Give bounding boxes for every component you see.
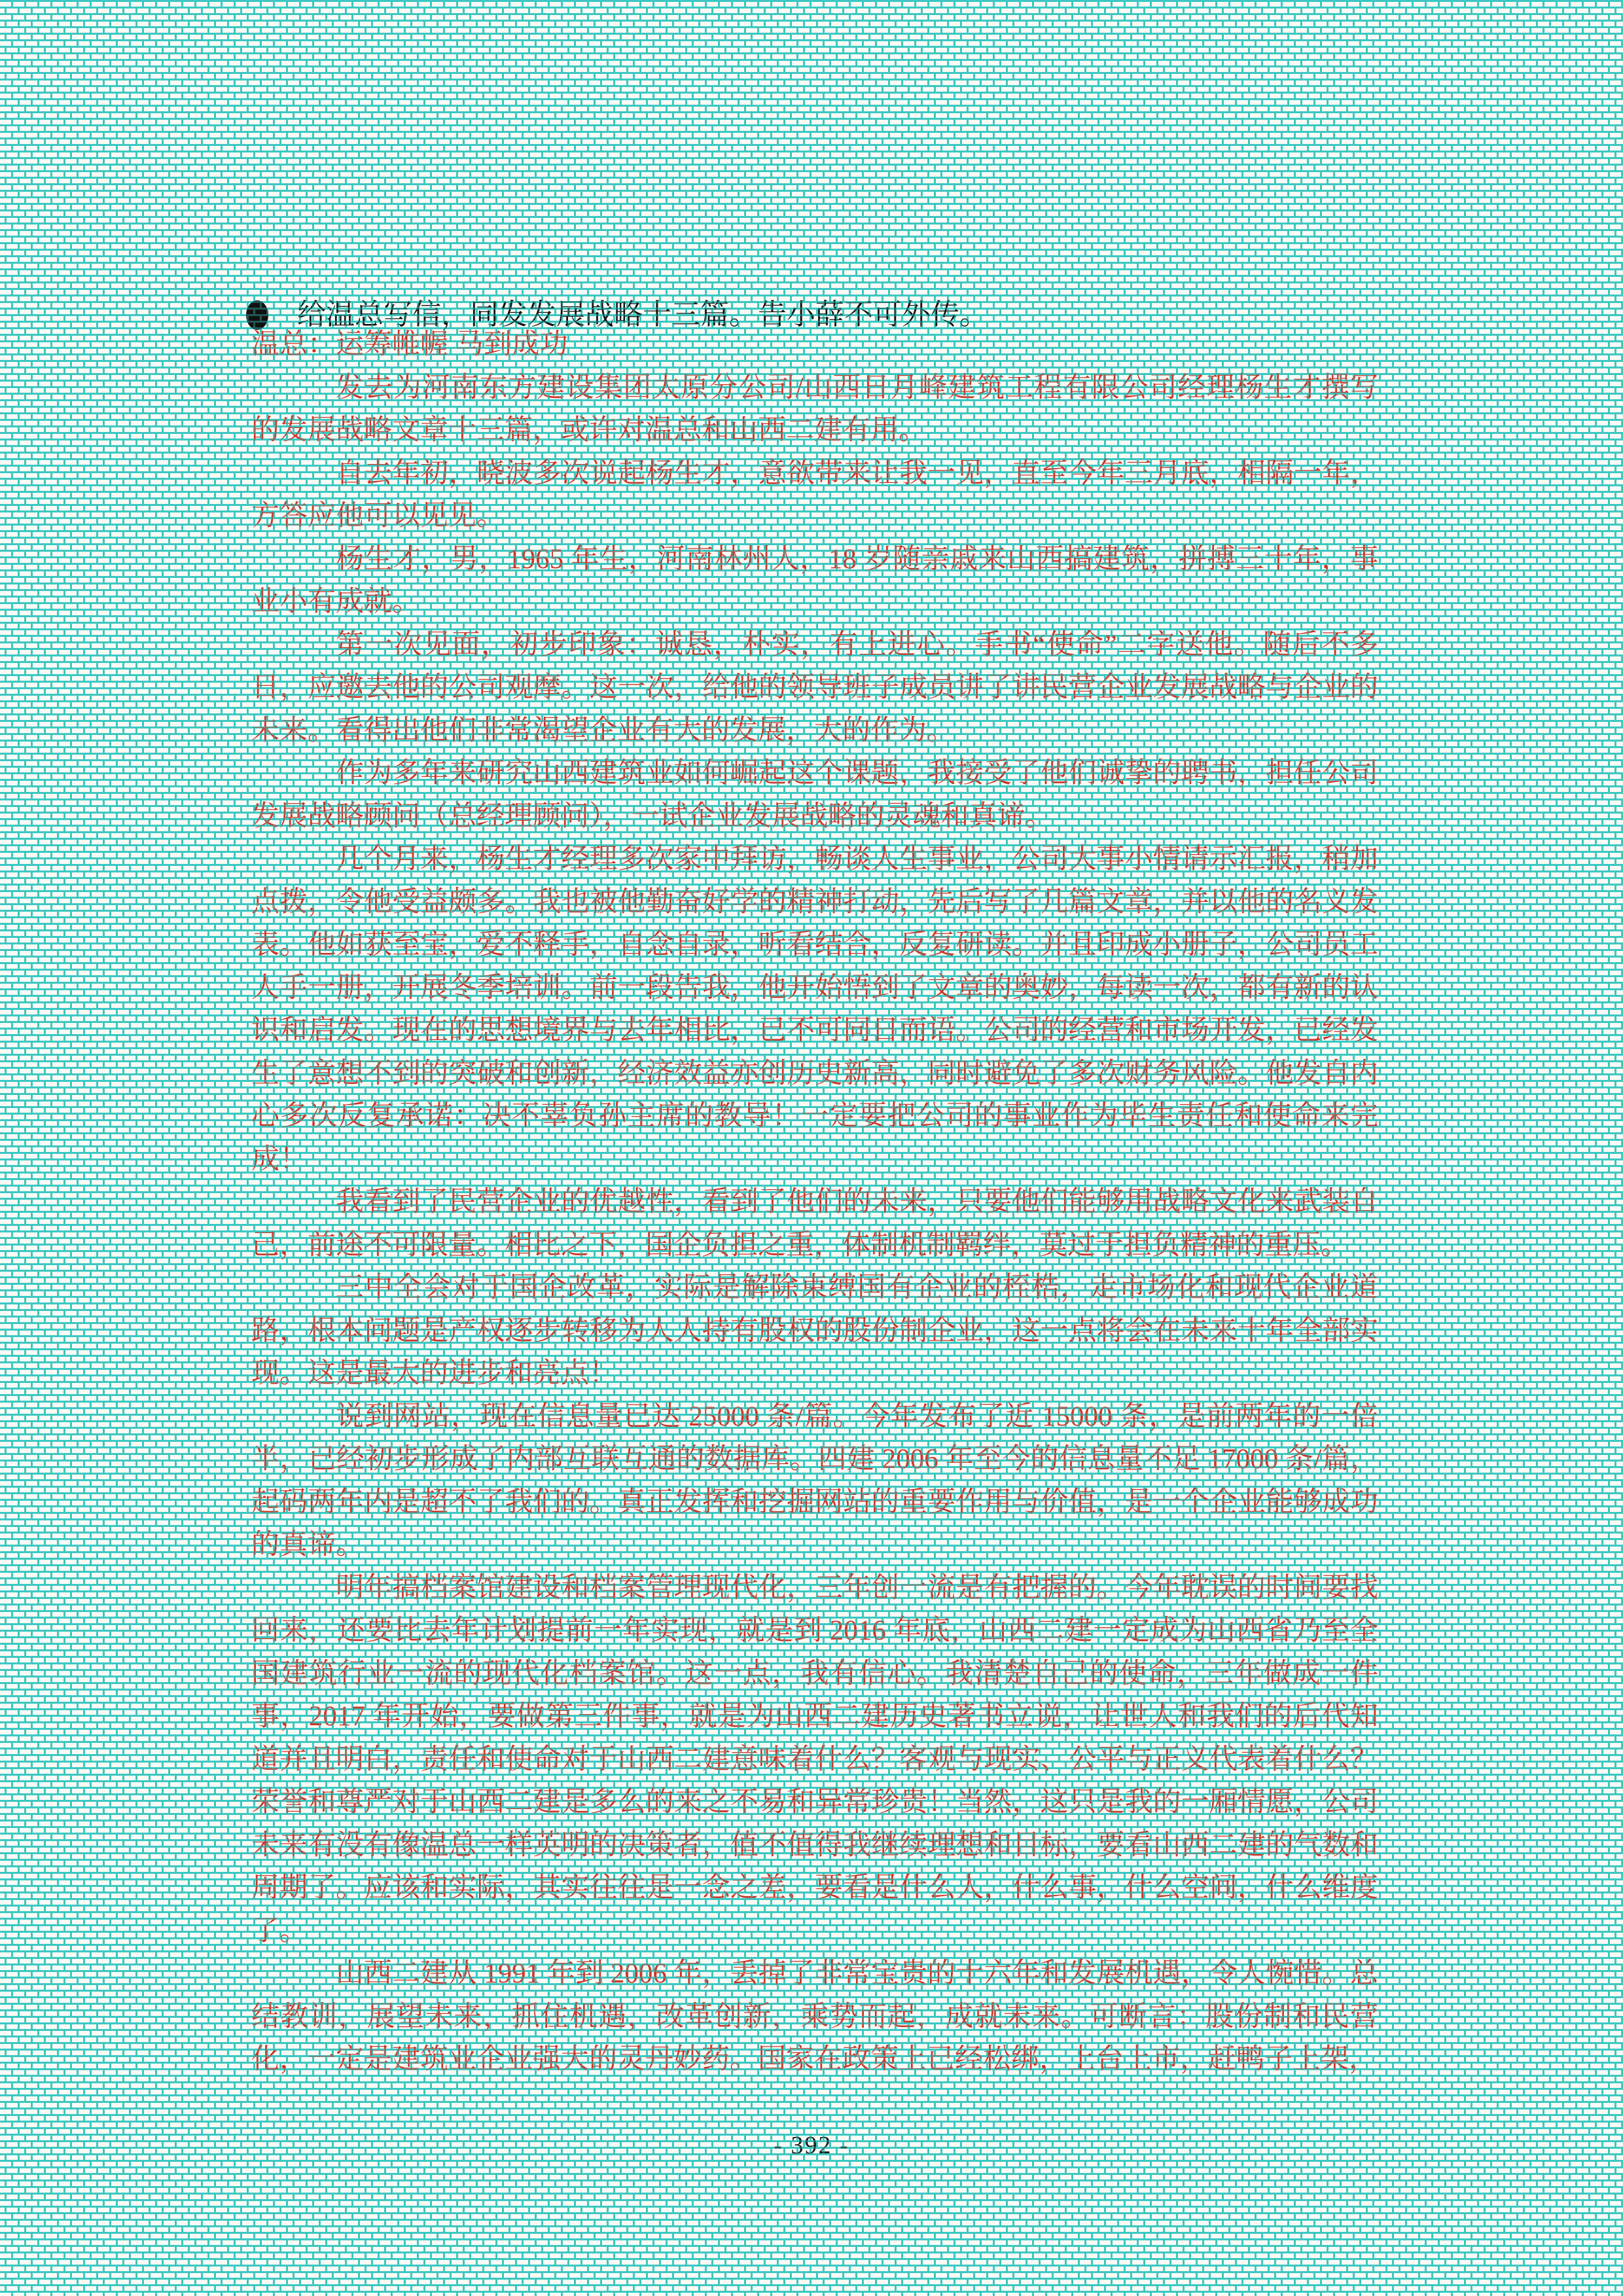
- letter-paragraph: 发去为河南东方建设集团太原分公司/山西日月峰建筑工程有限公司经理杨生才撰写的发展战略文章十三篇，或许对温总和山西二建有用。: [251, 372, 1378, 446]
- page-number: - 392 -: [774, 2132, 849, 2159]
- header-title: 给温总写信，同发发展战略十三篇。告小薛不可外传。: [297, 298, 988, 331]
- letter-paragraph: 我看到了民营企业的优越性，看到了他们的未来，只要他们能够用战略文化来武装自己，前途不可限量。相比之下，国企负担之重，体制机制羁绊，莫过于担负精神的重压。: [251, 1187, 1378, 1261]
- letter-salutation: 温总：运筹帷幄 马到成功: [251, 329, 568, 360]
- letter-paragraph: 明年搞档案馆建设和档案管理现代化，三年创一流是有把握的。今年耽误的时间要找回来，还要比去年计划提前一年实现，就是到 2016 年底，山西二建一定成为山西省乃至全国建筑行业一流的现代化档案馆。这一点，我有信心。我清楚自己的使命，三年做成一件事，2017 年开始，要做第三件事，就是为山西二建历史著书立说，让世人和我们的后代知道并且明白，责任和使命对于山西二建意味着什么？客观与现实、公平与正义代表着什么？荣誉和尊严对于山西二建是多么的来之不易和异常珍贵！当然，这只是我的一厢情愿，公司未来有没有像温总一样英明的决策者，值不值得我继续理想和目标，要看山西二建的气数和周期了。应该和实际，其实往往是一念之差，要看是什么人，什么事，什么空间，什么维度了。: [251, 1572, 1378, 1946]
- letter-paragraph: 杨生才，男，1965 年生，河南林州人，18 岁随亲戚来山西搞建筑，拼搏三十年，事业小有成就。: [251, 543, 1378, 617]
- letter-paragraph: 作为多年来研究山西建筑业如何崛起这个课题，我接受了他们诚挚的聘书，担任公司发展战略顾问（总经理顾问），一试企业发展战略的灵魂和真谛。: [251, 758, 1378, 832]
- letter-paragraph: 几个月来，杨生才经理多次家中拜访，畅谈人生事业，公司大事小情请示汇报，稍加点拨，令他受益颇多。我也被他勤奋好学的精神打动，先后写了几篇文章，并以他的名义发表。他如获至宝，爱不释手，自念自录，听看结合，反复研读。并且印成小册子，公司员工人手一册，开展冬季培训。前一段告我，他开始悟到了文章的奥妙，每读一次，都有新的认识和启发。现在的思想境界与去年相比，已不可同日而语。公司的经营和市场开发，已经发生了意想不到的突破和创新，经济效益亦创历史新高，同时避免了多次财务风险。他发自内心多次反复承诺：决不辜负孙主席的教导！一定要把公司的事业作为毕生责任和使命来完成！: [251, 844, 1378, 1175]
- letter-paragraph: 自去年初，晓波多次说起杨生才，意欲带来让我一见，直至今年三月底，相隔一年，方答应他可以见见。: [251, 457, 1378, 531]
- letter-body: [251, 323, 1378, 2081]
- letter-paragraph: 山西二建从 1991 年到 2006 年，丢掉了非常宝贵的十六年和发展机遇，令人惋惜。总结教训，展望未来，抓住机遇，改革创新，乘势而起，成就未来。可断言：股份制和民营化，一定是建筑业企业强大的灵丹妙药。国家在政策上已经松绑，上台上市，赶鸭子上架，: [251, 1958, 1378, 2075]
- letter-paragraphs: [251, 367, 1378, 2081]
- letter-paragraph: 第一次见面，初步印象：诚恳，朴实，有上进心。手书“使命”二字送他。随后不多日，应邀去他的公司观摩。这一次，给他的领导班子成员讲了讲民营企业发展战略与企业的未来。看得出他们非常渴望企业有大的发展，大的作为。: [251, 629, 1378, 746]
- letter-paragraph: 说到网站，现在信息量已达 25000 条/篇。今年发布了近 15000 条，是前两年的一倍半，已经初步形成了内部互联互通的数据库。四建 2006 年至今的信息量不足 17000 条/篇，起码两年内是超不了我们的。真正发挥和挖掘网站的重要作用与价值，是一个企业能够成功的真谛。: [251, 1401, 1378, 1560]
- letter-paragraph: 三中全会对于国企改革，实际是解除束缚国有企业的桎梏，走市场化和现代企业道路，根本问题是产权逐步转移为人人持有股权的股份制企业，这一点将会在未来十年全部实现。这是最大的进步和亮点！: [251, 1272, 1378, 1389]
